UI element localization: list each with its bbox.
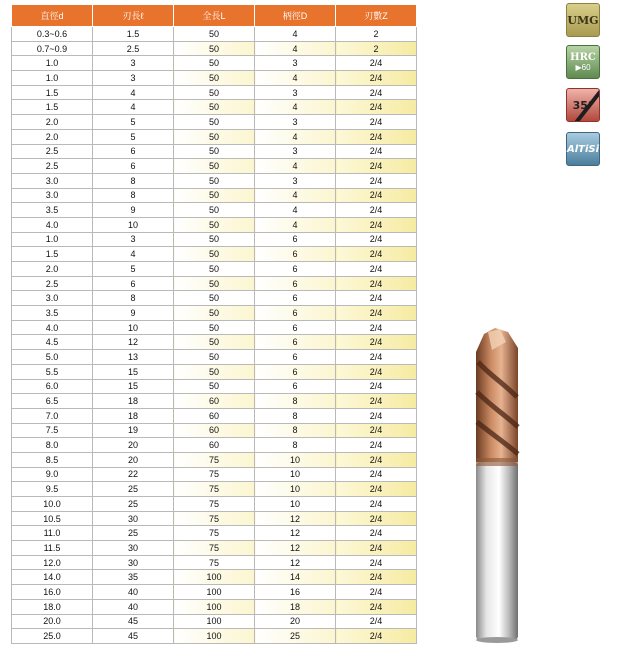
cell-shank-diameter: 6 bbox=[255, 320, 336, 335]
table-row bbox=[12, 452, 417, 467]
cell-overall-length: 50 bbox=[174, 159, 255, 174]
cell-overall-length: 75 bbox=[174, 541, 255, 556]
table-header-row bbox=[12, 5, 417, 27]
umg-badge-icon bbox=[566, 3, 600, 37]
cell-diameter: 16.0 bbox=[12, 585, 93, 600]
cell-diameter: 4.0 bbox=[12, 217, 93, 232]
cell-flute-count: 2/4 bbox=[336, 614, 417, 629]
cell-flute-count: 2/4 bbox=[336, 85, 417, 100]
cell-shank-diameter: 3 bbox=[255, 173, 336, 188]
cell-diameter: 18.0 bbox=[12, 599, 93, 614]
cell-flute-count: 2/4 bbox=[336, 467, 417, 482]
cell-overall-length: 50 bbox=[174, 56, 255, 71]
cell-flute-length: 10 bbox=[93, 320, 174, 335]
table-row bbox=[12, 247, 417, 262]
cell-flute-count: 2/4 bbox=[336, 526, 417, 541]
cell-flute-length: 6 bbox=[93, 144, 174, 159]
cell-diameter: 10.5 bbox=[12, 511, 93, 526]
hrc-badge-label: HRC bbox=[570, 51, 596, 63]
cell-flute-count: 2/4 bbox=[336, 232, 417, 247]
cell-overall-length: 50 bbox=[174, 306, 255, 321]
table-row bbox=[12, 144, 417, 159]
cell-diameter: 3.5 bbox=[12, 203, 93, 218]
cell-diameter: 1.0 bbox=[12, 232, 93, 247]
cell-overall-length: 50 bbox=[174, 71, 255, 86]
cell-overall-length: 50 bbox=[174, 173, 255, 188]
cell-diameter: 9.5 bbox=[12, 482, 93, 497]
cell-diameter: 6.0 bbox=[12, 379, 93, 394]
cell-shank-diameter: 4 bbox=[255, 217, 336, 232]
cell-flute-length: 6 bbox=[93, 276, 174, 291]
cell-flute-count: 2/4 bbox=[336, 585, 417, 600]
cell-shank-diameter: 4 bbox=[255, 203, 336, 218]
table-row bbox=[12, 217, 417, 232]
cell-diameter: 11.5 bbox=[12, 541, 93, 556]
table-row bbox=[12, 541, 417, 556]
cell-flute-count: 2/4 bbox=[336, 570, 417, 585]
cell-shank-diameter: 4 bbox=[255, 100, 336, 115]
cell-diameter: 3.0 bbox=[12, 291, 93, 306]
cell-overall-length: 50 bbox=[174, 379, 255, 394]
cell-shank-diameter: 4 bbox=[255, 159, 336, 174]
cell-diameter: 8.0 bbox=[12, 438, 93, 453]
cell-shank-diameter: 6 bbox=[255, 291, 336, 306]
table-row bbox=[12, 115, 417, 130]
cell-overall-length: 60 bbox=[174, 423, 255, 438]
cell-shank-diameter: 20 bbox=[255, 614, 336, 629]
cell-diameter: 0.7~0.9 bbox=[12, 41, 93, 56]
cell-overall-length: 100 bbox=[174, 585, 255, 600]
cell-shank-diameter: 4 bbox=[255, 71, 336, 86]
cell-flute-length: 19 bbox=[93, 423, 174, 438]
cell-flute-count: 2/4 bbox=[336, 247, 417, 262]
hrc-badge-icon bbox=[566, 45, 600, 79]
cell-shank-diameter: 12 bbox=[255, 526, 336, 541]
cell-overall-length: 50 bbox=[174, 85, 255, 100]
cell-flute-count: 2/4 bbox=[336, 320, 417, 335]
cell-flute-count: 2/4 bbox=[336, 482, 417, 497]
cell-flute-count: 2/4 bbox=[336, 129, 417, 144]
cell-shank-diameter: 6 bbox=[255, 364, 336, 379]
table-row bbox=[12, 27, 417, 42]
cell-flute-length: 25 bbox=[93, 526, 174, 541]
coating-badge-icon bbox=[566, 132, 600, 166]
cell-diameter: 3.5 bbox=[12, 306, 93, 321]
table-row bbox=[12, 379, 417, 394]
cell-diameter: 5.5 bbox=[12, 364, 93, 379]
cell-overall-length: 75 bbox=[174, 467, 255, 482]
coating-badge-label: AlTiSi bbox=[566, 143, 600, 155]
cell-shank-diameter: 8 bbox=[255, 423, 336, 438]
table-row bbox=[12, 438, 417, 453]
table-row bbox=[12, 173, 417, 188]
cell-overall-length: 75 bbox=[174, 497, 255, 512]
cell-diameter: 1.5 bbox=[12, 100, 93, 115]
cell-overall-length: 50 bbox=[174, 144, 255, 159]
cell-overall-length: 100 bbox=[174, 614, 255, 629]
cell-overall-length: 50 bbox=[174, 100, 255, 115]
cell-overall-length: 50 bbox=[174, 335, 255, 350]
cell-diameter: 4.5 bbox=[12, 335, 93, 350]
cell-flute-count: 2/4 bbox=[336, 364, 417, 379]
cell-flute-length: 25 bbox=[93, 497, 174, 512]
cell-shank-diameter: 10 bbox=[255, 482, 336, 497]
cell-overall-length: 75 bbox=[174, 555, 255, 570]
cell-flute-count: 2/4 bbox=[336, 217, 417, 232]
cell-flute-count: 2/4 bbox=[336, 56, 417, 71]
cell-shank-diameter: 16 bbox=[255, 585, 336, 600]
cell-flute-length: 4 bbox=[93, 247, 174, 262]
cell-shank-diameter: 12 bbox=[255, 541, 336, 556]
cell-flute-length: 30 bbox=[93, 541, 174, 556]
cell-flute-count: 2/4 bbox=[336, 599, 417, 614]
cell-flute-length: 18 bbox=[93, 394, 174, 409]
cell-flute-length: 2.5 bbox=[93, 41, 174, 56]
cell-flute-length: 30 bbox=[93, 555, 174, 570]
cell-diameter: 1.0 bbox=[12, 56, 93, 71]
cell-flute-length: 5 bbox=[93, 115, 174, 130]
cell-diameter: 20.0 bbox=[12, 614, 93, 629]
cell-flute-length: 12 bbox=[93, 335, 174, 350]
cell-shank-diameter: 14 bbox=[255, 570, 336, 585]
cell-flute-length: 15 bbox=[93, 379, 174, 394]
table-row bbox=[12, 555, 417, 570]
cell-diameter: 1.5 bbox=[12, 85, 93, 100]
table-row bbox=[12, 467, 417, 482]
cell-shank-diameter: 6 bbox=[255, 262, 336, 277]
cell-flute-length: 40 bbox=[93, 599, 174, 614]
cell-diameter: 2.5 bbox=[12, 276, 93, 291]
cell-shank-diameter: 6 bbox=[255, 335, 336, 350]
hrc-badge-value: ▶60 bbox=[575, 62, 591, 72]
table-row bbox=[12, 585, 417, 600]
umg-badge-label: UMG bbox=[567, 13, 599, 27]
cell-overall-length: 50 bbox=[174, 41, 255, 56]
cell-flute-count: 2/4 bbox=[336, 379, 417, 394]
cell-flute-count: 2/4 bbox=[336, 438, 417, 453]
cell-flute-count: 2/4 bbox=[336, 423, 417, 438]
table-row bbox=[12, 599, 417, 614]
table-row bbox=[12, 614, 417, 629]
table-row bbox=[12, 526, 417, 541]
cell-shank-diameter: 6 bbox=[255, 350, 336, 365]
cell-diameter: 5.0 bbox=[12, 350, 93, 365]
cell-shank-diameter: 25 bbox=[255, 629, 336, 644]
cell-flute-count: 2/4 bbox=[336, 276, 417, 291]
cell-flute-count: 2/4 bbox=[336, 452, 417, 467]
cell-shank-diameter: 8 bbox=[255, 408, 336, 423]
cell-overall-length: 75 bbox=[174, 526, 255, 541]
table-row bbox=[12, 482, 417, 497]
table-row bbox=[12, 85, 417, 100]
cell-overall-length: 50 bbox=[174, 188, 255, 203]
cell-overall-length: 50 bbox=[174, 320, 255, 335]
cell-flute-length: 30 bbox=[93, 511, 174, 526]
cell-diameter: 4.0 bbox=[12, 320, 93, 335]
table-row bbox=[12, 497, 417, 512]
end-mill-image bbox=[462, 322, 532, 644]
table-row bbox=[12, 629, 417, 644]
cell-flute-length: 8 bbox=[93, 173, 174, 188]
cell-shank-diameter: 3 bbox=[255, 144, 336, 159]
cell-overall-length: 100 bbox=[174, 629, 255, 644]
table-row bbox=[12, 129, 417, 144]
cell-diameter: 3.0 bbox=[12, 188, 93, 203]
cell-shank-diameter: 10 bbox=[255, 452, 336, 467]
cell-diameter: 10.0 bbox=[12, 497, 93, 512]
cell-overall-length: 50 bbox=[174, 262, 255, 277]
cell-shank-diameter: 4 bbox=[255, 188, 336, 203]
col-header-flute-length: 刃長ℓ bbox=[93, 5, 174, 27]
cell-flute-length: 18 bbox=[93, 408, 174, 423]
cell-flute-count: 2/4 bbox=[336, 71, 417, 86]
cell-overall-length: 50 bbox=[174, 291, 255, 306]
cell-flute-count: 2/4 bbox=[336, 629, 417, 644]
table-row bbox=[12, 71, 417, 86]
cell-flute-count: 2/4 bbox=[336, 408, 417, 423]
tool-shank bbox=[476, 462, 518, 640]
cell-flute-count: 2/4 bbox=[336, 497, 417, 512]
cell-diameter: 8.5 bbox=[12, 452, 93, 467]
cell-overall-length: 50 bbox=[174, 217, 255, 232]
col-header-flute-count: 刃數Z bbox=[336, 5, 417, 27]
table-row bbox=[12, 423, 417, 438]
cell-flute-count: 2/4 bbox=[336, 203, 417, 218]
cell-diameter: 9.0 bbox=[12, 467, 93, 482]
cell-flute-length: 25 bbox=[93, 482, 174, 497]
cell-flute-length: 45 bbox=[93, 629, 174, 644]
cell-flute-length: 22 bbox=[93, 467, 174, 482]
cell-flute-length: 13 bbox=[93, 350, 174, 365]
cell-diameter: 6.5 bbox=[12, 394, 93, 409]
table-row bbox=[12, 335, 417, 350]
col-header-diameter: 直徑d bbox=[12, 5, 93, 27]
cell-overall-length: 50 bbox=[174, 129, 255, 144]
cell-overall-length: 75 bbox=[174, 482, 255, 497]
table-row bbox=[12, 100, 417, 115]
cell-diameter: 2.0 bbox=[12, 115, 93, 130]
cell-flute-length: 9 bbox=[93, 306, 174, 321]
cell-flute-length: 8 bbox=[93, 188, 174, 203]
cell-overall-length: 75 bbox=[174, 511, 255, 526]
cell-flute-count: 2/4 bbox=[336, 350, 417, 365]
cell-flute-count: 2/4 bbox=[336, 291, 417, 306]
cell-shank-diameter: 10 bbox=[255, 497, 336, 512]
cell-flute-count: 2/4 bbox=[336, 115, 417, 130]
cell-shank-diameter: 6 bbox=[255, 306, 336, 321]
cell-shank-diameter: 12 bbox=[255, 555, 336, 570]
helix-angle-label: 35° bbox=[572, 98, 594, 112]
table-row bbox=[12, 56, 417, 71]
cell-shank-diameter: 3 bbox=[255, 85, 336, 100]
cell-flute-length: 9 bbox=[93, 203, 174, 218]
cell-overall-length: 50 bbox=[174, 115, 255, 130]
cell-shank-diameter: 4 bbox=[255, 27, 336, 42]
col-header-overall-length: 全長L bbox=[174, 5, 255, 27]
cell-diameter: 2.0 bbox=[12, 129, 93, 144]
cell-diameter: 25.0 bbox=[12, 629, 93, 644]
cell-diameter: 2.5 bbox=[12, 159, 93, 174]
cell-flute-count: 2/4 bbox=[336, 335, 417, 350]
cell-flute-count: 2/4 bbox=[336, 541, 417, 556]
cell-flute-count: 2/4 bbox=[336, 100, 417, 115]
cell-flute-count: 2/4 bbox=[336, 394, 417, 409]
cell-flute-length: 20 bbox=[93, 438, 174, 453]
cell-flute-length: 4 bbox=[93, 100, 174, 115]
table-row bbox=[12, 364, 417, 379]
cell-shank-diameter: 6 bbox=[255, 232, 336, 247]
cell-flute-length: 3 bbox=[93, 232, 174, 247]
cell-overall-length: 75 bbox=[174, 452, 255, 467]
table-row bbox=[12, 232, 417, 247]
cell-flute-length: 40 bbox=[93, 585, 174, 600]
cell-shank-diameter: 12 bbox=[255, 511, 336, 526]
cell-overall-length: 50 bbox=[174, 276, 255, 291]
cell-flute-count: 2/4 bbox=[336, 306, 417, 321]
table-row bbox=[12, 320, 417, 335]
tool-coating-band bbox=[476, 458, 518, 466]
cell-diameter: 14.0 bbox=[12, 570, 93, 585]
cell-overall-length: 50 bbox=[174, 364, 255, 379]
cell-diameter: 3.0 bbox=[12, 173, 93, 188]
cell-diameter: 12.0 bbox=[12, 555, 93, 570]
table-row bbox=[12, 41, 417, 56]
table-row bbox=[12, 408, 417, 423]
cell-diameter: 7.5 bbox=[12, 423, 93, 438]
table-row bbox=[12, 350, 417, 365]
cell-flute-count: 2/4 bbox=[336, 173, 417, 188]
cell-shank-diameter: 8 bbox=[255, 394, 336, 409]
cell-flute-count: 2 bbox=[336, 27, 417, 42]
cell-diameter: 1.0 bbox=[12, 71, 93, 86]
cell-overall-length: 50 bbox=[174, 247, 255, 262]
cell-overall-length: 50 bbox=[174, 232, 255, 247]
cell-flute-length: 5 bbox=[93, 129, 174, 144]
cell-flute-length: 3 bbox=[93, 71, 174, 86]
cell-shank-diameter: 10 bbox=[255, 467, 336, 482]
cell-shank-diameter: 3 bbox=[255, 56, 336, 71]
cell-shank-diameter: 3 bbox=[255, 115, 336, 130]
cell-overall-length: 60 bbox=[174, 408, 255, 423]
cell-flute-length: 45 bbox=[93, 614, 174, 629]
table-row bbox=[12, 276, 417, 291]
cell-flute-length: 4 bbox=[93, 85, 174, 100]
tool-shank-end bbox=[476, 637, 518, 643]
cell-diameter: 11.0 bbox=[12, 526, 93, 541]
cell-diameter: 7.0 bbox=[12, 408, 93, 423]
cell-shank-diameter: 4 bbox=[255, 129, 336, 144]
spec-table bbox=[11, 4, 417, 644]
table-row bbox=[12, 394, 417, 409]
cell-shank-diameter: 6 bbox=[255, 247, 336, 262]
cell-diameter: 2.0 bbox=[12, 262, 93, 277]
cell-diameter: 1.5 bbox=[12, 247, 93, 262]
cell-flute-count: 2/4 bbox=[336, 159, 417, 174]
cell-flute-count: 2/4 bbox=[336, 555, 417, 570]
cell-shank-diameter: 6 bbox=[255, 276, 336, 291]
cell-overall-length: 60 bbox=[174, 394, 255, 409]
cell-flute-length: 35 bbox=[93, 570, 174, 585]
table-row bbox=[12, 306, 417, 321]
cell-overall-length: 50 bbox=[174, 27, 255, 42]
cell-flute-length: 15 bbox=[93, 364, 174, 379]
cell-overall-length: 100 bbox=[174, 570, 255, 585]
col-header-shank-diameter: 柄徑D bbox=[255, 5, 336, 27]
cell-flute-count: 2 bbox=[336, 41, 417, 56]
cell-flute-length: 8 bbox=[93, 291, 174, 306]
cell-flute-length: 1.5 bbox=[93, 27, 174, 42]
cell-overall-length: 100 bbox=[174, 599, 255, 614]
table-row bbox=[12, 262, 417, 277]
cell-shank-diameter: 4 bbox=[255, 41, 336, 56]
table-row bbox=[12, 203, 417, 218]
cell-flute-length: 20 bbox=[93, 452, 174, 467]
helix-angle-badge-icon bbox=[566, 88, 600, 122]
cell-shank-diameter: 6 bbox=[255, 379, 336, 394]
table-row bbox=[12, 570, 417, 585]
cell-flute-length: 3 bbox=[93, 56, 174, 71]
cell-shank-diameter: 8 bbox=[255, 438, 336, 453]
cell-diameter: 2.5 bbox=[12, 144, 93, 159]
cell-overall-length: 50 bbox=[174, 203, 255, 218]
table-row bbox=[12, 188, 417, 203]
cell-overall-length: 50 bbox=[174, 350, 255, 365]
cell-flute-count: 2/4 bbox=[336, 511, 417, 526]
cell-flute-count: 2/4 bbox=[336, 144, 417, 159]
cell-flute-count: 2/4 bbox=[336, 262, 417, 277]
cell-flute-length: 10 bbox=[93, 217, 174, 232]
cell-overall-length: 60 bbox=[174, 438, 255, 453]
cell-shank-diameter: 18 bbox=[255, 599, 336, 614]
cell-diameter: 0.3~0.6 bbox=[12, 27, 93, 42]
table-body bbox=[12, 27, 417, 644]
cell-flute-length: 6 bbox=[93, 159, 174, 174]
cell-flute-count: 2/4 bbox=[336, 188, 417, 203]
cell-flute-length: 5 bbox=[93, 262, 174, 277]
table-row bbox=[12, 511, 417, 526]
table-row bbox=[12, 159, 417, 174]
table-row bbox=[12, 291, 417, 306]
